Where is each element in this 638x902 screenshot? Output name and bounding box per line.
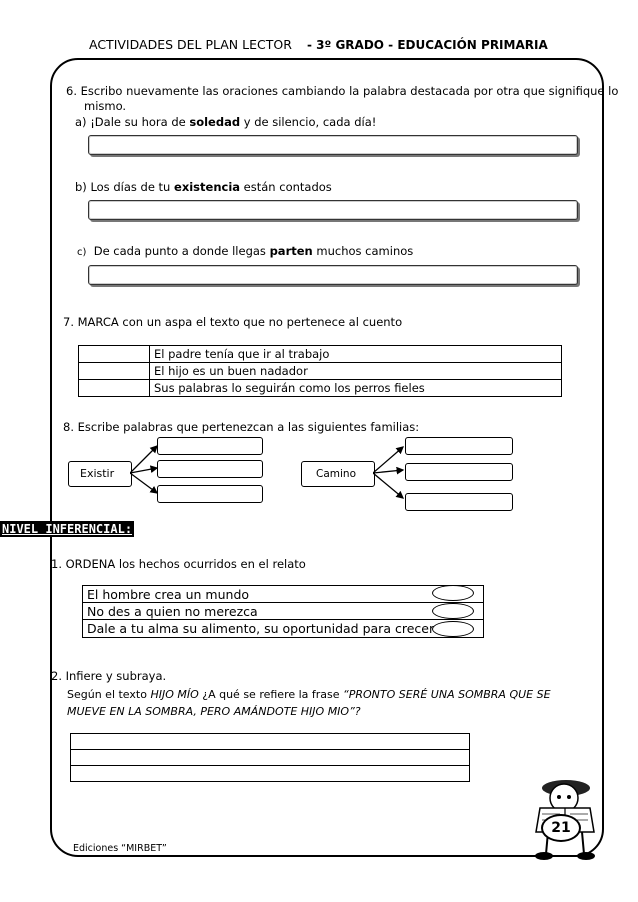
camino-family-field-1[interactable] [405, 437, 513, 455]
existir-family-field-2[interactable] [157, 460, 263, 478]
event-1: El hombre crea un mundo [83, 586, 484, 603]
answer-line-3[interactable] [71, 766, 470, 782]
q7-option-3: Sus palabras lo seguirán como los perros fieles [150, 380, 562, 397]
inf-q2-question-cont: MUEVE EN LA SOMBRA, PERO AMÁNDOTE HIJO MIO”? [67, 705, 361, 718]
q7-mark-cell-3[interactable] [79, 380, 150, 397]
publisher-footer: Ediciones “MIRBET” [73, 843, 167, 854]
existir-family-field-1[interactable] [157, 437, 263, 455]
section-heading-inferencial: NIVEL INFERENCIAL: [2, 522, 133, 536]
branch-arrows-camino [373, 440, 407, 504]
family-root-existir: Existir [68, 461, 132, 487]
q6b-sentence: b) Los días de tu existencia están contados [75, 180, 332, 194]
family-root-camino: Camino [301, 461, 375, 487]
branch-arrows-existir [130, 440, 160, 500]
existir-family-field-3[interactable] [157, 485, 263, 503]
q6c-sentence: c) De cada punto a donde llegas parten muchos caminos [77, 244, 414, 258]
order-oval-3[interactable] [432, 621, 474, 637]
inf-q2-prompt: 2. Infiere y subraya. [51, 669, 167, 683]
q7-mark-cell-1[interactable] [79, 346, 150, 363]
table-row [83, 620, 484, 638]
q7-prompt: 7. MARCA con un aspa el texto que no pertenece al cuento [63, 315, 403, 329]
answer-line-1[interactable] [71, 734, 470, 750]
q8-prompt: 8. Escribe palabras que pertenezcan a las siguientes familias: [63, 420, 420, 434]
inf-q2-question: Según el texto HIJO MÍO ¿A qué se refiere la frase “PRONTO SERÉ UNA SOMBRA QUE SE [67, 688, 551, 701]
inf-q2-answer-table [70, 733, 470, 782]
table-row [79, 346, 562, 363]
table-row [79, 380, 562, 397]
header-grade: - 3º GRADO - EDUCACIÓN PRIMARIA [307, 38, 548, 52]
event-2: No des a quien no merezca [83, 603, 484, 620]
table-row [79, 363, 562, 380]
q6-prompt-cont: mismo. [84, 99, 127, 113]
q6b-answer-field[interactable] [88, 200, 578, 220]
q7-mark-cell-2[interactable] [79, 363, 150, 380]
event-3: Dale a tu alma su alimento, su oportunidad para crecer [83, 620, 484, 638]
table-row [83, 586, 484, 603]
table-row [71, 734, 470, 750]
q7-table [78, 345, 562, 397]
q6a-sentence: a) ¡Dale su hora de soledad y de silencio, cada día! [75, 115, 377, 129]
inf-q1-prompt: 1. ORDENA los hechos ocurridos en el relato [51, 557, 306, 571]
order-oval-1[interactable] [432, 585, 474, 601]
camino-family-field-2[interactable] [405, 463, 513, 481]
q7-option-2: El hijo es un buen nadador [150, 363, 562, 380]
page-number-badge: 21 [541, 814, 581, 842]
q6a-answer-field[interactable] [88, 135, 578, 155]
inf-q1-table [82, 585, 484, 638]
table-row [71, 766, 470, 782]
table-row [71, 750, 470, 766]
camino-family-field-3[interactable] [405, 493, 513, 511]
q6c-answer-field[interactable] [88, 265, 578, 285]
q6-prompt: 6. Escribo nuevamente las oraciones cambiando la palabra destacada por otra que signifique lo [66, 84, 619, 98]
order-oval-2[interactable] [432, 603, 474, 619]
q7-option-1: El padre tenía que ir al trabajo [150, 346, 562, 363]
answer-line-2[interactable] [71, 750, 470, 766]
header-title: ACTIVIDADES DEL PLAN LECTOR [89, 37, 292, 52]
table-row [83, 603, 484, 620]
